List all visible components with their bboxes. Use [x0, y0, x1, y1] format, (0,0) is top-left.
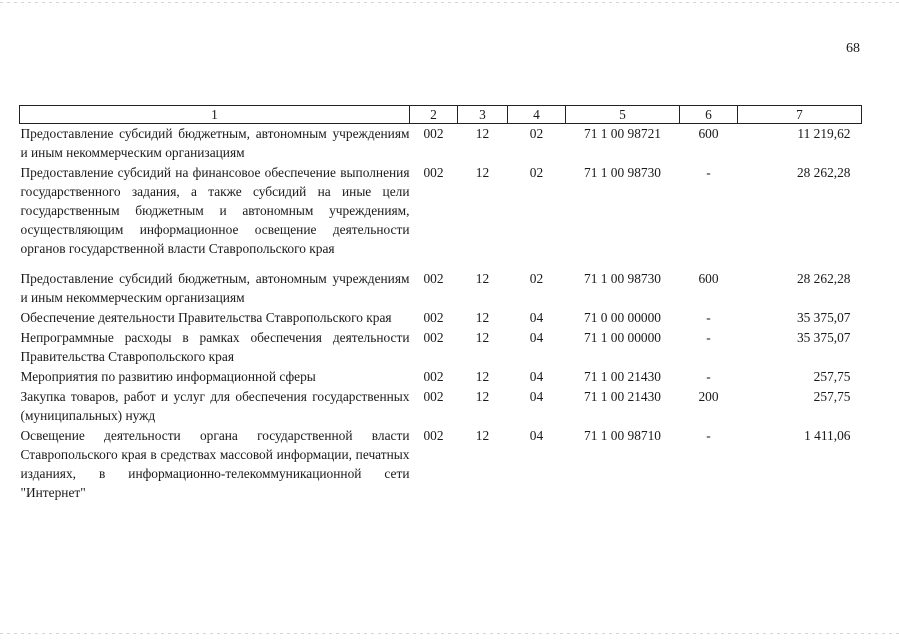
table-row — [20, 426, 862, 502]
page-number: 68 — [846, 41, 860, 56]
row-c2: 002 — [423, 165, 444, 180]
row-c3: 12 — [475, 165, 490, 180]
row-c3: 12 — [475, 310, 490, 325]
table-row — [20, 308, 862, 328]
table-row — [20, 163, 862, 269]
row-c4: 02 — [529, 126, 544, 141]
row-c5: 71 1 00 21430 — [584, 369, 661, 384]
row-c5: 71 1 00 98721 — [584, 126, 661, 141]
header-cell: 1 — [20, 106, 410, 124]
row-c6: - — [706, 330, 711, 345]
table-row — [20, 367, 862, 387]
header-cell: 6 — [680, 106, 738, 124]
row-c4: 04 — [529, 330, 544, 345]
row-c6: - — [706, 369, 711, 384]
row-c2: 002 — [423, 126, 444, 141]
row-c6: 600 — [698, 126, 719, 141]
header-cell: 4 — [508, 106, 566, 124]
row-name: Мероприятия по развитию информационной сферы — [20, 369, 316, 384]
budget-table — [19, 105, 862, 502]
row-amount: 28 262,28 — [796, 165, 851, 180]
row-c3: 12 — [475, 126, 490, 141]
row-amount: 35 375,07 — [796, 330, 851, 345]
header-cell: 5 — [566, 106, 680, 124]
row-c6: 600 — [698, 271, 719, 286]
row-c2: 002 — [423, 310, 444, 325]
row-c2: 002 — [423, 428, 444, 443]
row-c6: - — [706, 310, 711, 325]
row-name: Предоставление субсидий бюджетным, автономным учреждениям и иным некоммерческим организациям — [20, 126, 410, 160]
row-amount: 28 262,28 — [796, 271, 851, 286]
row-c5: 71 0 00 00000 — [584, 310, 661, 325]
row-c3: 12 — [475, 369, 490, 384]
row-c5: 71 1 00 98730 — [584, 165, 661, 180]
bottom-scan-edge — [0, 633, 899, 634]
row-c2: 002 — [423, 330, 444, 345]
row-name: Обеспечение деятельности Правительства Ставропольского края — [20, 310, 392, 325]
row-c4: 02 — [529, 271, 544, 286]
row-amount: 257,75 — [813, 389, 851, 404]
row-c3: 12 — [475, 271, 490, 286]
header-row — [20, 106, 862, 124]
row-c3: 12 — [475, 330, 490, 345]
top-scan-edge — [0, 2, 899, 3]
row-c4: 04 — [529, 369, 544, 384]
row-c2: 002 — [423, 271, 444, 286]
row-c4: 04 — [529, 428, 544, 443]
row-c5: 71 1 00 00000 — [584, 330, 661, 345]
row-c6: - — [706, 165, 711, 180]
row-c2: 002 — [423, 389, 444, 404]
table-row — [20, 269, 862, 308]
table-row — [20, 328, 862, 367]
row-c6: 200 — [698, 389, 719, 404]
row-c5: 71 1 00 21430 — [584, 389, 661, 404]
row-amount: 11 219,62 — [797, 126, 851, 141]
row-amount: 1 411,06 — [804, 428, 851, 443]
table-row — [20, 387, 862, 426]
row-c5: 71 1 00 98710 — [584, 428, 661, 443]
row-c4: 02 — [529, 165, 544, 180]
row-c4: 04 — [529, 310, 544, 325]
header-cell: 3 — [458, 106, 508, 124]
row-name: Предоставление субсидий бюджетным, автономным учреждениям и иным некоммерческим организациям — [20, 271, 410, 305]
row-amount: 35 375,07 — [796, 310, 851, 325]
row-name: Предоставление субсидий на финансовое обеспечение выполнения государственного задания, а также субсидий на иные цели государственным бюджетным и автономным учреждениям, осуществляющим информационное освещение деятельности органов государственной власти Ставропольского края — [20, 165, 410, 256]
row-c3: 12 — [475, 389, 490, 404]
table-row — [20, 124, 862, 164]
row-c2: 002 — [423, 369, 444, 384]
row-name: Закупка товаров, работ и услуг для обеспечения государственных (муниципальных) нужд — [20, 389, 410, 423]
row-name: Непрограммные расходы в рамках обеспечения деятельности Правительства Ставропольского края — [20, 330, 410, 364]
row-c3: 12 — [475, 428, 490, 443]
header-cell: 7 — [738, 106, 862, 124]
row-c5: 71 1 00 98730 — [584, 271, 661, 286]
row-c6: - — [706, 428, 711, 443]
row-amount: 257,75 — [813, 369, 851, 384]
header-cell: 2 — [410, 106, 458, 124]
row-c4: 04 — [529, 389, 544, 404]
row-name: Освещение деятельности органа государственной власти Ставропольского края в средствах массовой информации, печатных изданиях, в информационно-телекоммуникационной сети "Интернет" — [20, 428, 410, 500]
